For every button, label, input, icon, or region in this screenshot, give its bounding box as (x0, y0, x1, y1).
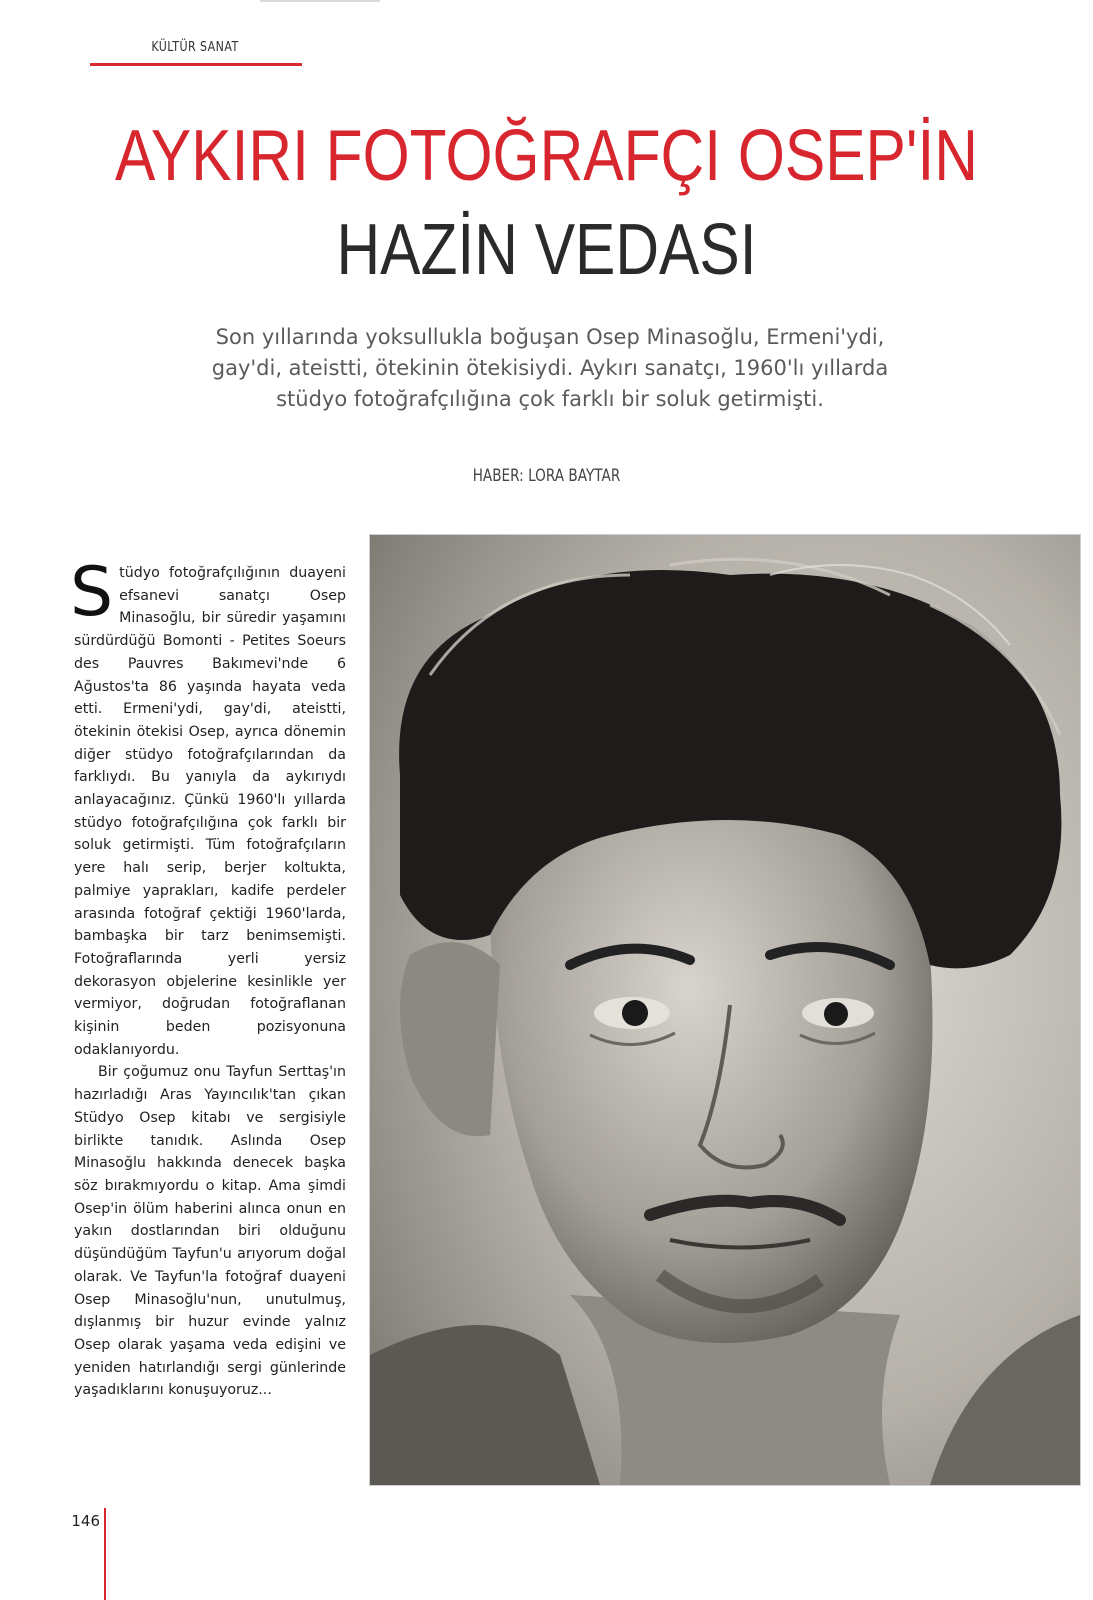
article-body (70, 553, 346, 1402)
standfirst: Son yıllarında yoksullukla boğuşan Osep Minasoğlu, Ermeni'ydi, gay'di, ateistti, ötekinin ötekisiydi. Aykırı sanatçı, 1960'lı yıllarda stüdyo fotoğrafçılığına çok farklı bir soluk getirmişti. (211, 325, 889, 411)
portrait-photo (370, 535, 1080, 1485)
page-number: 146 (71, 1512, 100, 1530)
section-label: KÜLTÜR SANAT (151, 40, 239, 55)
headline-line-2: HAZİN VEDASI (336, 210, 757, 290)
byline: HABER: LORA BAYTAR (472, 466, 621, 486)
section-underline (90, 63, 302, 66)
article-paragraph-2: Bir çoğumuz onu Tayfun Serttaş'ın hazırladığı Aras Yayıncılık'tan çıkan Stüdyo Osep kitabı ve sergisiyle birlikte tanıdık. Aslında Osep Minasoğlu hakkında denecek başka söz bırakmıyordu o kitap. Ama şimdi Osep'in ölüm haberini alınca onun en yakın dostlarından biri olduğunu düşündüğüm Tayfun'u arıyorum doğal olarak. Ve Tayfun'la fotoğraf duayeni Osep Minasoğlu'nun, unutulmuş, dışlanmış bir huzur evinde yalnız Osep olarak yaşama veda edişini ve yeniden hatırlandığı sergi günlerinde yaşadıklarını konuşuyoruz... (74, 1064, 346, 1399)
article-paragraph-1 (70, 553, 346, 1061)
paragraph-1-text: tüdyo fotoğrafçılığının duayeni efsanevi sanatçı Osep Minasoğlu, bir süredir yaşamını sürdürdüğü Bomonti - Petites Soeurs des Pauvres Bakımevi'nde 6 Ağustos'ta 86 yaşında hayata veda etti. Ermeni'ydi, gay'di, ateistti, ötekinin ötekisi Osep, ayrıca dönemin diğer stüdyo fotoğrafçılarından da farklıydı. Bu yanıyla da aykırıydı anlayacağınız. Çünkü 1960'lı yıllarda stüdyo fotoğrafçılığına çok farklı bir soluk getirmişti. Tüm fotoğrafçıların yere halı serip, berjer koltukta, palmiye yaprakları, kadife perdeler arasında fotoğraf çektiği 1960'larda, bambaşka bir tarz benimsemişti. Fotoğraflarında yerli yersiz dekorasyon objelerine kesinlikle yer vermiyor, doğrudan fotoğraflanan kişinin beden pozisyonuna odaklanıyordu. (74, 565, 346, 1058)
page-number-rule (104, 1508, 106, 1600)
portrait-illustration (370, 535, 1080, 1485)
headline-line-1: AYKIRI FOTOĞRAFÇI OSEP'İN (115, 116, 978, 196)
top-divider (260, 0, 380, 2)
dropcap: S (70, 553, 114, 632)
